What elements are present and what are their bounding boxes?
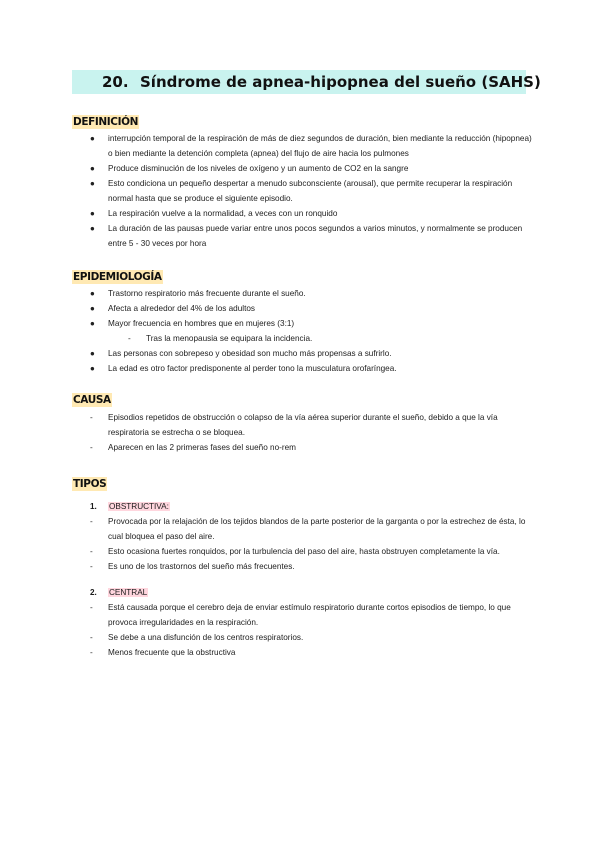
list-item: ● Esto condiciona un pequeño despertar a menudo subconsciente (arousal), que permite recuperar la respiración normal hasta que se produce el siguiente episodio. [72, 176, 532, 206]
list-item: - Provocada por la relajación de los tejidos blandos de la parte posterior de la garganta o por la estrechez de ésta, lo cual bloquea el paso del aire. [72, 514, 532, 544]
section-causa [72, 390, 532, 455]
list-item: ● Las personas con sobrepeso y obesidad son mucho más propensas a sufrirlo. [72, 346, 532, 361]
heading-tipos: TIPOS [73, 478, 107, 490]
bullet-marker: ● [90, 209, 95, 218]
list-item: ● La duración de las pausas puede variar entre unos pocos segundos a varios minutos, y normalmente se producen entre 5 - 30 veces por hora [72, 221, 532, 251]
title-number: 20. [102, 73, 129, 91]
central-list [72, 600, 532, 660]
bullet-marker: ● [90, 364, 95, 373]
dash-marker: - [90, 547, 93, 556]
section-tipos [72, 474, 532, 660]
list-item: ● Mayor frecuencia en hombres que en mujeres (3:1) [72, 316, 532, 331]
dash-marker: - [90, 633, 93, 642]
bullet-marker: ● [90, 164, 95, 173]
list-item: - Esto ocasiona fuertes ronquidos, por la turbulencia del paso del aire, hasta obstruyen completamente la vía. [72, 544, 532, 559]
list-item: - Aparecen en las 2 primeras fases del sueño no-rem [72, 440, 532, 455]
heading-definicion: DEFINICIÓN [73, 116, 138, 128]
dash-marker: - [90, 648, 93, 657]
subheading-number: 1. [90, 502, 97, 511]
dash-marker: - [90, 443, 93, 452]
subheading-label: CENTRAL [109, 588, 148, 597]
list-item: ● Afecta a alrededor del 4% de los adultos [72, 301, 532, 316]
list-item: - Se debe a una disfunción de los centros respiratorios. [72, 630, 532, 645]
epidemiologia-list [72, 286, 532, 376]
list-item: ● Trastorno respiratorio más frecuente durante el sueño. [72, 286, 532, 301]
bullet-marker: ● [90, 349, 95, 358]
definicion-list [72, 131, 532, 251]
list-item: - Menos frecuente que la obstructiva [72, 645, 532, 660]
list-item: - Está causada porque el cerebro deja de enviar estímulo respiratorio durante cortos episodios de tiempo, lo que provoca irregularidades en la respiración. [72, 600, 532, 630]
bullet-marker: ● [90, 304, 95, 313]
title-text: Síndrome de apnea-hipopnea del sueño (SAHS) [140, 73, 541, 91]
list-item: - Es uno de los trastornos del sueño más frecuentes. [72, 559, 532, 574]
subheading-label: OBSTRUCTIVA: [109, 502, 169, 511]
list-item: - Episodios repetidos de obstrucción o colapso de la vía aérea superior durante el sueño, debido a que la vía respiratoria se estrecha o se bloquea. [72, 410, 532, 440]
bullet-marker: ● [90, 134, 95, 143]
list-item: ● La respiración vuelve a la normalidad, a veces con un ronquido [72, 206, 532, 221]
section-definicion [72, 112, 532, 251]
subheading-central [72, 586, 532, 600]
subheading-number: 2. [90, 588, 97, 597]
list-item: ● La edad es otro factor predisponente al perder tono la musculatura orofaríngea. [72, 361, 532, 376]
dash-marker: - [90, 562, 93, 571]
bullet-marker: ● [90, 224, 95, 233]
list-subitem: - Tras la menopausia se equipara la incidencia. [72, 331, 532, 346]
list-item: ● Produce disminución de los niveles de oxígeno y un aumento de CO2 en la sangre [72, 161, 532, 176]
causa-list [72, 410, 532, 455]
bullet-marker: ● [90, 289, 95, 298]
dash-marker: - [128, 334, 131, 343]
list-item: ● interrupción temporal de la respiración de más de diez segundos de duración, bien mediante la reducción (hipopnea) o bien mediante la detención completa (apnea) del flujo de aire hacia los pulmones [72, 131, 532, 161]
bullet-marker: ● [90, 179, 95, 188]
heading-epidemiologia: EPIDEMIOLOGÍA [73, 271, 162, 283]
subheading-obstructiva [72, 500, 532, 514]
section-epidemiologia [72, 267, 532, 376]
dash-marker: - [90, 517, 93, 526]
page-title [72, 70, 541, 94]
bullet-marker: ● [90, 319, 95, 328]
dash-marker: - [90, 413, 93, 422]
dash-marker: - [90, 603, 93, 612]
obstructiva-list [72, 514, 532, 574]
heading-causa: CAUSA [73, 394, 111, 406]
